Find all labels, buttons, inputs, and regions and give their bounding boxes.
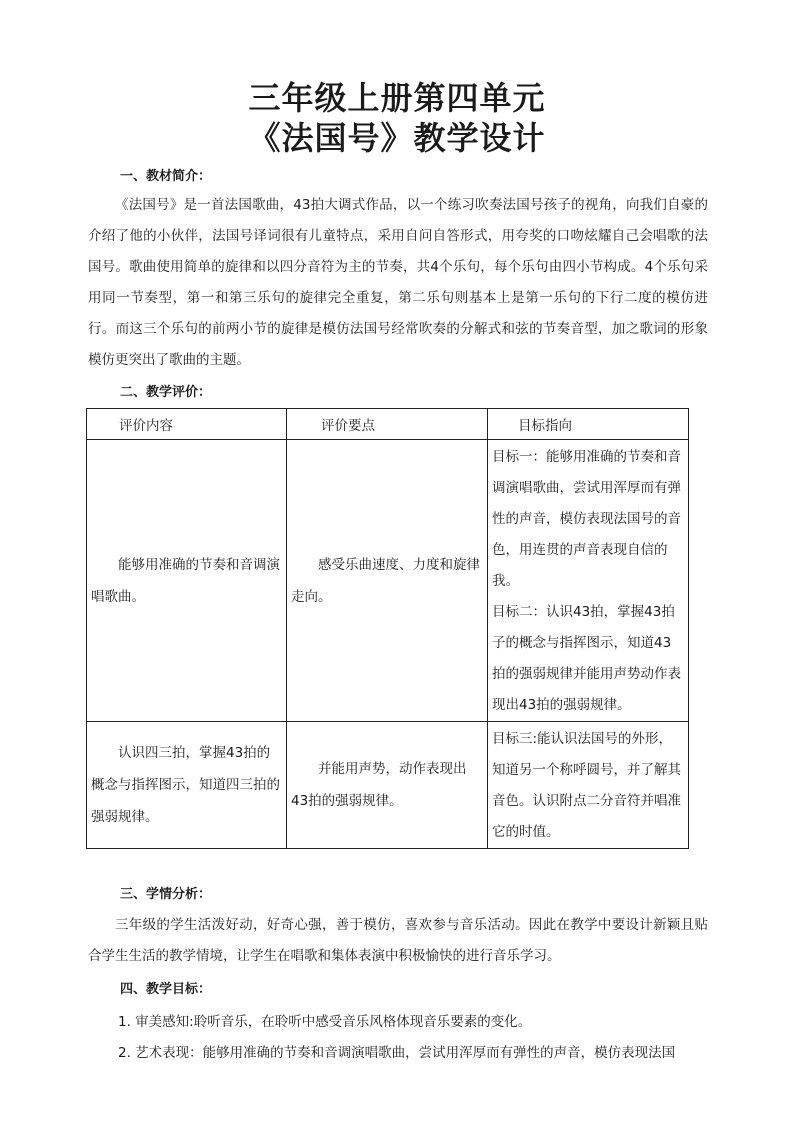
evaluation-points-text: 并能用声势，动作表现出43拍的强弱规律。	[291, 761, 467, 809]
table-cell-content	[87, 722, 287, 849]
goal-text: 目标三:能认识法国号的外形，知道另一个称呼圆号，并了解其音色。认识附点二分音符并唱准它的时值。	[492, 731, 681, 840]
table-header-row	[87, 409, 689, 440]
table-header-cell: 评价内容	[87, 409, 287, 440]
section-heading-learner-analysis: 三、学情分析：	[120, 887, 212, 902]
goal-text: 目标一：能够用准确的节奏和音调演唱歌曲，尝试用浑厚而有弹性的声音，模仿表现法国号的音色，用连贯的声音表现自信的我。	[492, 449, 681, 589]
table-cell-points	[287, 440, 488, 722]
learner-analysis-paragraph: 三年级的学生活泼好动，好奇心强，善于模仿，喜欢参与音乐活动。因此在教学中要设计新颖且贴合学生生活的教学情境，让学生在唱歌和集体表演中积极愉快的进行音乐学习。	[88, 917, 708, 964]
teaching-goal-item: 1. 审美感知:聆听音乐，在聆听中感受音乐风格体现音乐要素的变化。	[118, 1014, 532, 1030]
table-cell-goals	[488, 440, 689, 722]
goal-text: 目标二：认识43拍，掌握43拍子的概念与指挥图示，知道43拍的强弱规律并能用声势动作表现出43拍的强弱规律。	[492, 604, 681, 713]
teaching-goal-item: 2. 艺术表现：能够用准确的节奏和音调演唱歌曲，尝试用浑厚而有弹性的声音，模仿表现法国	[118, 1045, 676, 1061]
section-heading-teaching-goals: 四、教学目标：	[120, 982, 212, 997]
evaluation-content-text: 认识四三拍，掌握43拍的概念与指挥图示，知道四三拍的强弱规律。	[91, 745, 280, 825]
document-title-line1: 三年级上册第四单元	[248, 79, 546, 117]
table-row	[87, 722, 689, 849]
section-heading-textbook-intro: 一、教材简介：	[120, 169, 212, 184]
textbook-intro-paragraph: 《法国号》是一首法国歌曲，43拍大调式作品，以一个练习吹奏法国号孩子的视角，向我们自豪的介绍了他的小伙伴，法国号译词很有儿童特点，采用自问自答形式，用夸奖的口吻炫耀自己会唱歌的法国号。歌曲使用简单的旋律和以四分音符为主的节奏，共4个乐句，每个乐句由四小节构成。4个乐句采用同一节奏型，第一和第三乐句的旋律完全重复，第二乐句则基本上是第一乐句的下行二度的模仿进行。而这三个乐句的前两小节的旋律是模仿法国号经常吹奏的分解式和弦的节奏音型，加之歌词的形象模仿更突出了歌曲的主题。	[88, 197, 708, 368]
table-row	[87, 440, 689, 722]
table-header-cell: 目标指向	[488, 409, 689, 440]
section-heading-teaching-evaluation: 二、教学评价：	[120, 385, 212, 400]
evaluation-table	[86, 408, 689, 849]
table-cell-points	[287, 722, 488, 849]
table-cell-goals	[488, 722, 689, 849]
evaluation-points-text: 感受乐曲速度、力度和旋律走向。	[291, 556, 480, 605]
table-header-cell: 评价要点	[287, 409, 488, 440]
document-title-line2: 《法国号》教学设计	[248, 119, 546, 157]
evaluation-content-text: 能够用准确的节奏和音调演唱歌曲。	[91, 556, 280, 605]
table-cell-content	[87, 440, 287, 722]
